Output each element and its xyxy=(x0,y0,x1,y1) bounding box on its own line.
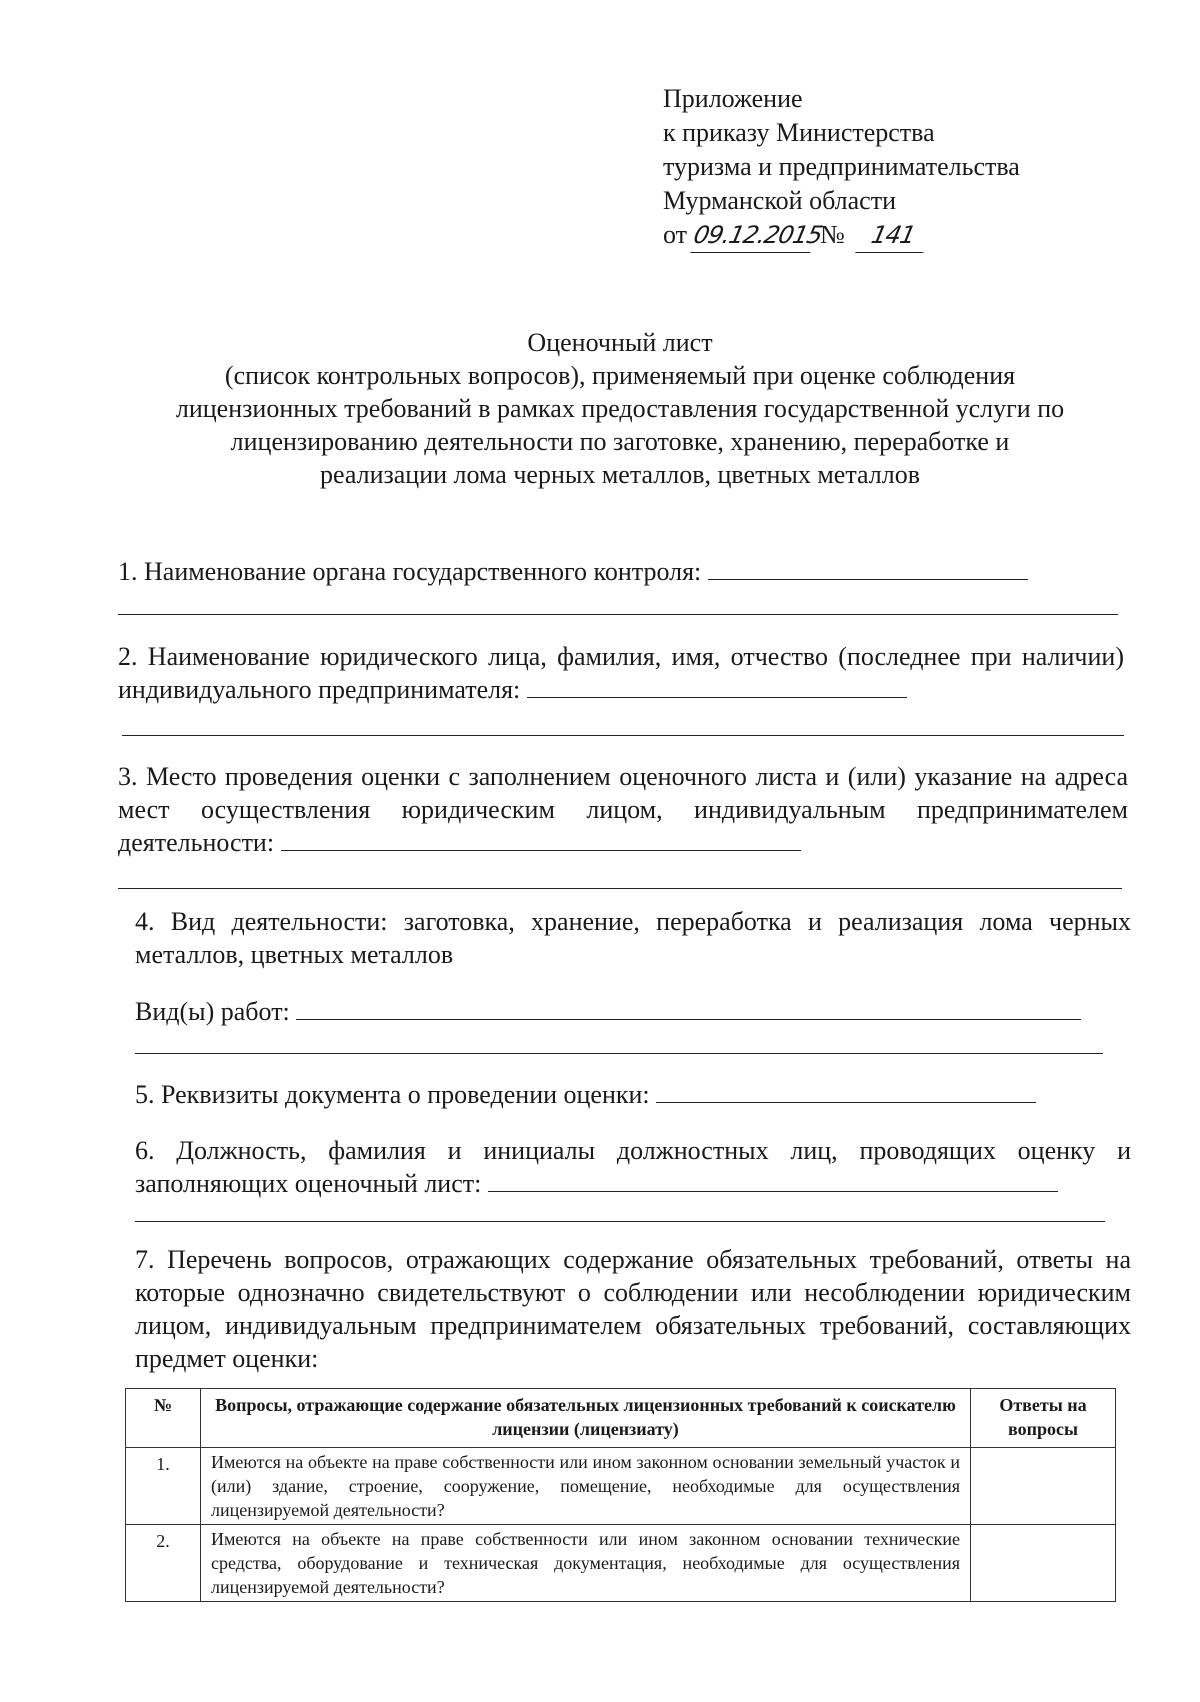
item-4 xyxy=(135,905,1131,971)
title-line: (список контрольных вопросов), применяемый при оценке соблюдения xyxy=(224,361,1016,390)
header-question: Вопросы, отражающие содержание обязательных лицензионных требований к соискателю лицензии (лицензиату) xyxy=(201,1389,971,1448)
order-date: 09.12.2015 xyxy=(690,218,817,253)
number-label: № xyxy=(820,220,845,249)
item-2-blank-line[interactable] xyxy=(122,735,1124,736)
item-1-text: 1. Наименование органа государственного контроля: xyxy=(118,557,702,586)
title-line: Оценочный лист xyxy=(527,328,713,357)
row-num: 2. xyxy=(126,1525,201,1602)
appendix-line: туризма и предпринимательства xyxy=(663,152,1020,181)
item-3 xyxy=(118,760,1128,859)
title-line: лицензионных требований в рамках предоставления государственной услуги по xyxy=(175,394,1065,423)
item-3-blank[interactable] xyxy=(281,828,801,851)
order-number: 141 xyxy=(856,218,931,253)
item-1 xyxy=(118,555,1118,588)
item-6 xyxy=(135,1134,1131,1200)
item-2-blank[interactable] xyxy=(527,675,907,698)
item-6-blank[interactable] xyxy=(488,1169,1058,1192)
row-question: Имеются на объекте на праве собственности или ином законном основании земельный участок и (или) здание, строение, сооружение, помещение, необходимые для осуществления лицензируемой деятельности? xyxy=(201,1448,971,1525)
table-row xyxy=(126,1525,1116,1602)
item-6-text: 6. Должность, фамилия и инициалы должностных лиц, проводящих оценку и заполняющих оценочный лист: xyxy=(135,1136,1131,1198)
table-row xyxy=(126,1448,1116,1525)
document-title xyxy=(110,326,1130,491)
appendix-line: Приложение xyxy=(663,84,803,113)
table-header-row xyxy=(126,1389,1116,1448)
item-4-works-label: Вид(ы) работ: xyxy=(135,997,290,1026)
item-4-text: 4. Вид деятельности: заготовка, хранение, переработка и реализация лома черных металлов, цветных металлов xyxy=(135,907,1131,969)
appendix-order-ref xyxy=(663,218,1020,253)
item-7-text: 7. Перечень вопросов, отражающих содержание обязательных требований, ответы на которые однозначно свидетельствуют о соблюдении или несоблюдении юридическим лицом, индивидуальным предпринимателем обязательных требований, составляющих предмет оценки: xyxy=(135,1245,1131,1373)
item-3-text: 3. Место проведения оценки с заполнением оценочного листа и (или) указание на адреса мест осуществления юридическим лицом, индивидуальным предпринимателем деятельности: xyxy=(118,762,1128,857)
item-2-text: 2. Наименование юридического лица, фамилия, имя, отчество (последнее при наличии) индивидуального предпринимателя: xyxy=(118,642,1124,704)
appendix-block xyxy=(663,82,1020,253)
appendix-line: Мурманской области xyxy=(663,186,896,215)
item-7 xyxy=(135,1243,1131,1375)
item-4-works-blank-line[interactable] xyxy=(135,1053,1103,1054)
item-1-blank[interactable] xyxy=(708,557,1028,580)
appendix-line: к приказу Министерства xyxy=(663,118,935,147)
item-5-text: 5. Реквизиты документа о проведении оценки: xyxy=(135,1080,650,1109)
item-4-works-blank[interactable] xyxy=(296,997,1081,1020)
questions-table xyxy=(125,1388,1116,1602)
row-answer-cell[interactable] xyxy=(971,1448,1116,1525)
title-line: реализации лома черных металлов, цветных металлов xyxy=(319,460,921,489)
row-answer-cell[interactable] xyxy=(971,1525,1116,1602)
item-5-blank[interactable] xyxy=(656,1080,1036,1103)
row-num: 1. xyxy=(126,1448,201,1525)
header-num: № xyxy=(126,1389,201,1448)
item-6-blank-line[interactable] xyxy=(135,1221,1105,1222)
from-label: от xyxy=(663,220,688,249)
item-2 xyxy=(118,640,1124,706)
item-4-works xyxy=(135,995,1115,1028)
title-line: лицензированию деятельности по заготовке, хранению, переработке и xyxy=(230,427,1010,456)
header-answer: Ответы на вопросы xyxy=(971,1389,1116,1448)
row-question: Имеются на объекте на праве собственности или ином законном основании технические средства, оборудование и техническая документация, необходимые для осуществления лицензируемой деятельности? xyxy=(201,1525,971,1602)
item-3-blank-line[interactable] xyxy=(118,888,1122,889)
item-1-blank-line[interactable] xyxy=(118,614,1118,615)
item-5 xyxy=(135,1078,1115,1111)
